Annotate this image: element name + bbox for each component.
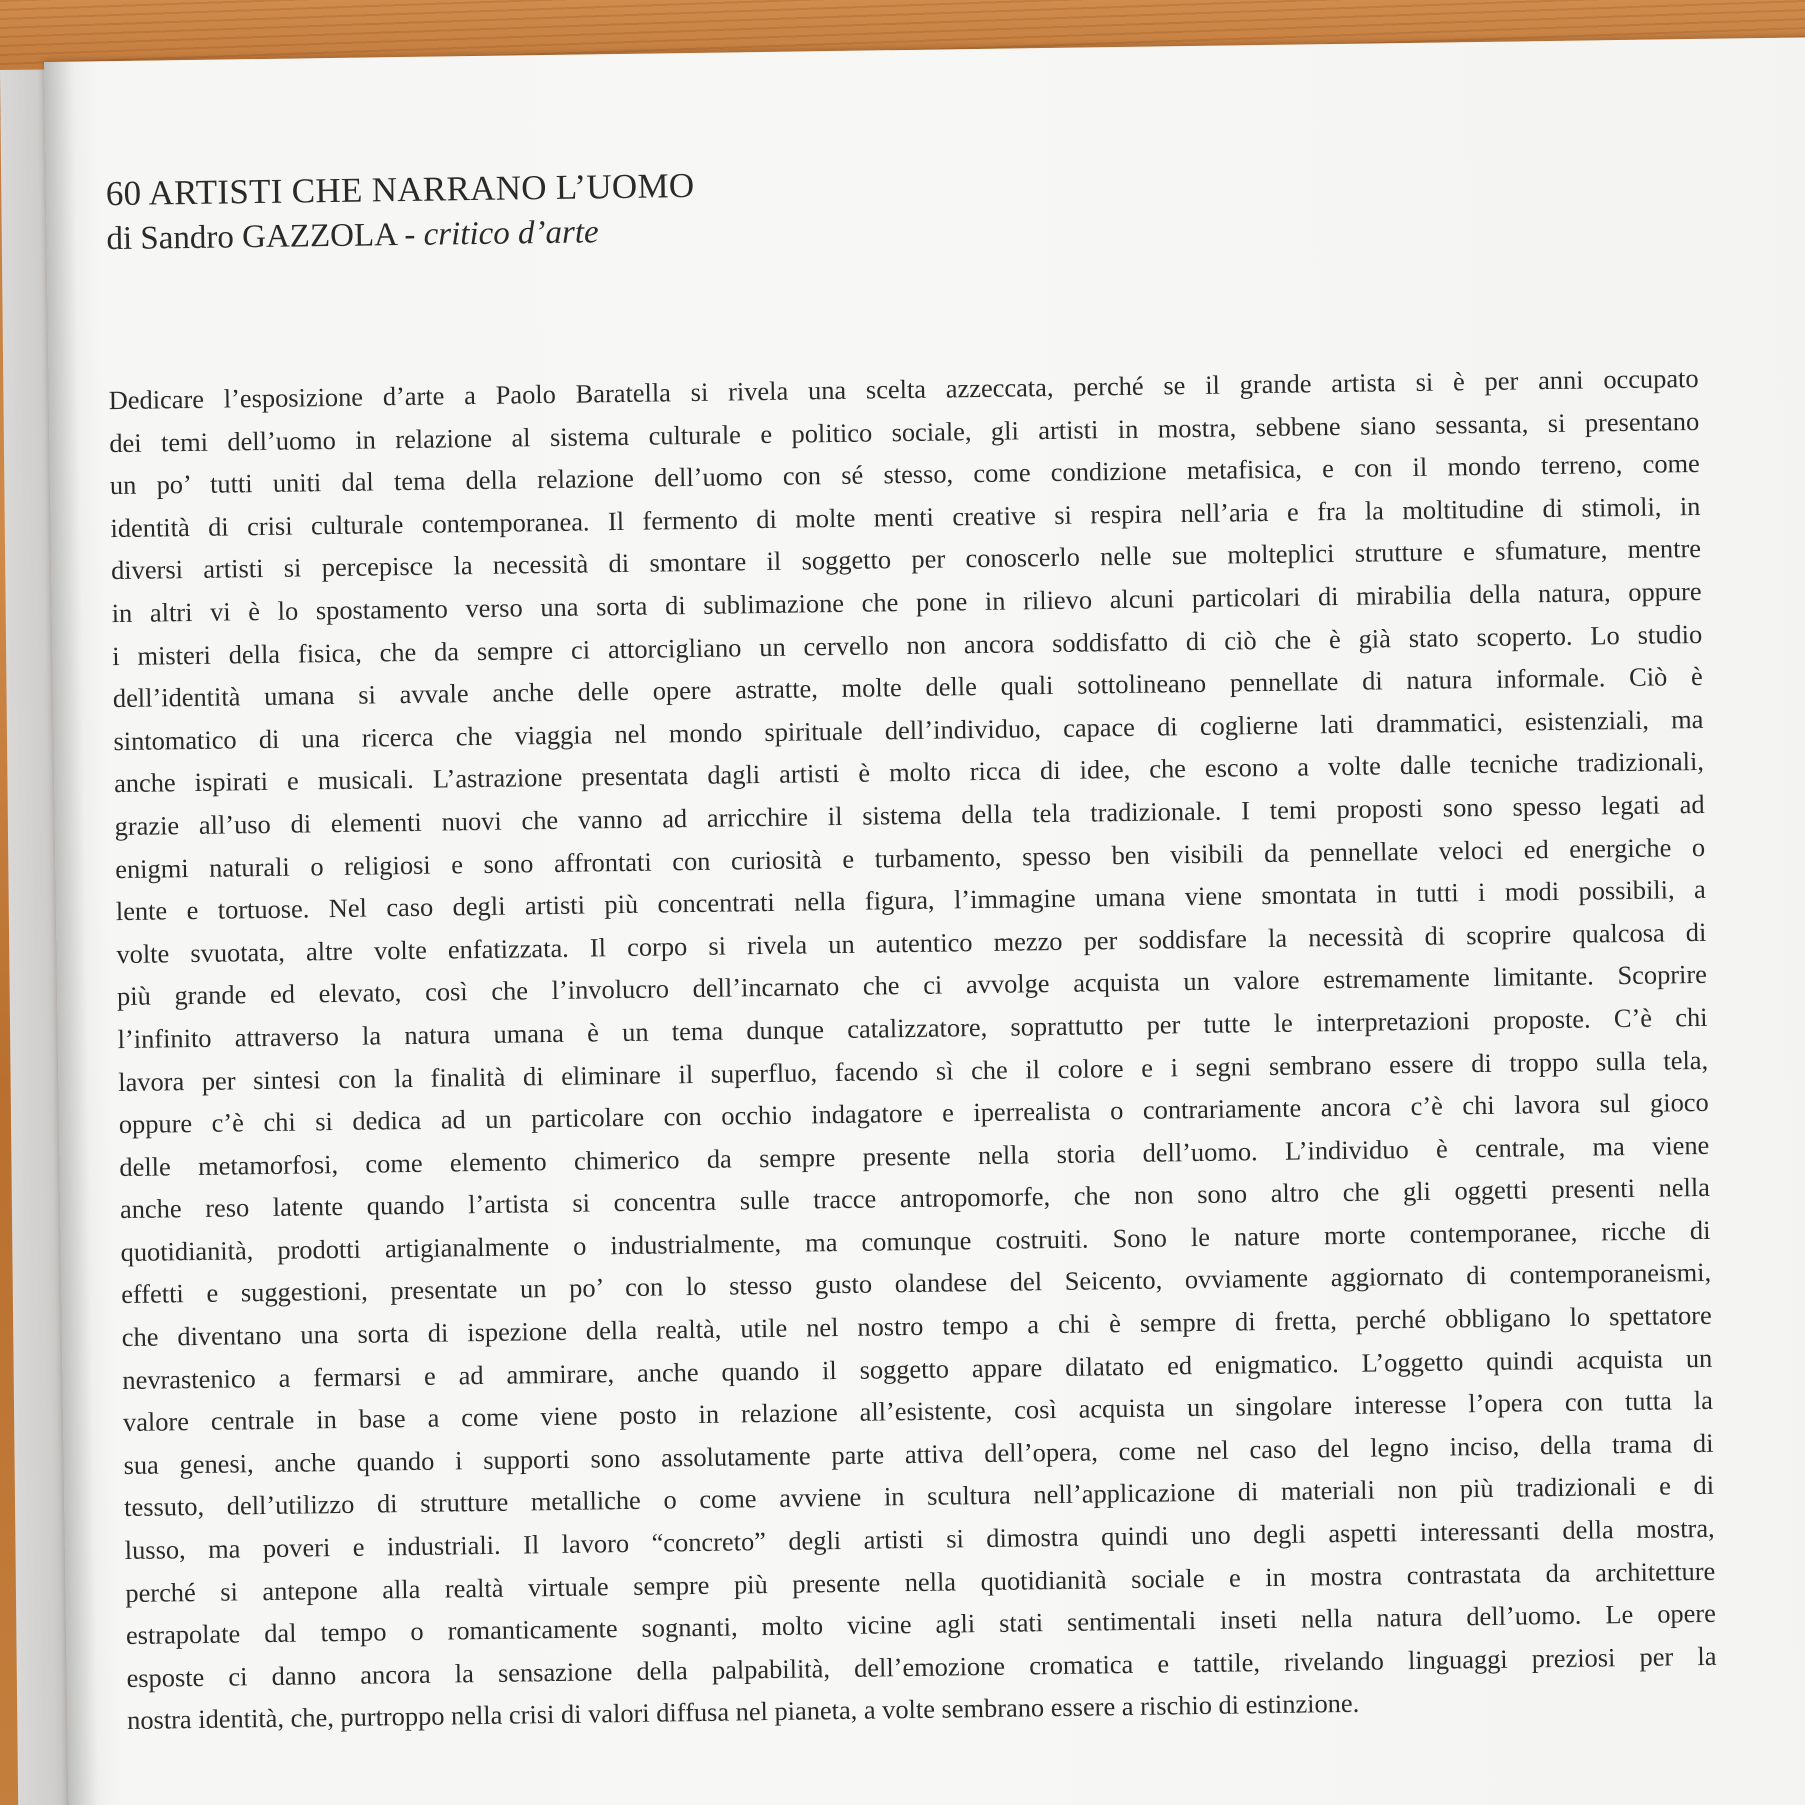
body-line: grazie all’uso di elementi nuovi che vanno ad arricchire il sistema della tela tradizionale. I temi proposti sono spesso legati ad (114, 788, 1705, 842)
article-body (108, 357, 1717, 1742)
body-line: diversi artisti si percepisce la necessità di smontare il soggetto per conoscerlo nelle sue molteplici strutture e sfumature, mentre (110, 533, 1702, 586)
body-line: sintomatico di una ricerca che viaggia nel mondo spirituale dell’individuo, capace di coglierne lati drammatici, esistenziali, ma (113, 703, 1704, 756)
body-line: lente e tortuose. Nel caso degli artisti più concentrati nella figura, l’immagine umana viene smontata in tutti i modi possibili, a (115, 874, 1706, 927)
body-line: dei temi dell’uomo in relazione al sistema culturale e politico sociale, gli artisti in mostra, sebbene siano sessanta, si presentano (109, 405, 1700, 458)
body-line: oppure c’è chi si dedica ad un particolare con occhio indagatore e iperrealista o contrariamente ancora c’è chi lavora sul gioco (118, 1086, 1709, 1140)
body-line: lavora per sintesi con la finalità di eliminare il superfluo, facendo sì che il colore e i segni sembrano essere di troppo sulla tela, (118, 1044, 1709, 1097)
body-line: perché si antepone alla realtà virtuale sempre più presente nella quotidianità sociale e in mostra contrastata da architetture (125, 1555, 1716, 1608)
book-page (44, 37, 1805, 1805)
body-line: delle metamorfosi, come elemento chimerico da sempre presente nella storia dell’uomo. L’individuo è centrale, ma viene (119, 1129, 1710, 1182)
body-line: in altri vi è lo spostamento verso una sorta di sublimazione che pone in rilievo alcuni particolari di mirabilia della natura, oppure (111, 575, 1702, 629)
body-line: nevrastenico a fermarsi e ad ammirare, anche quando il soggetto appare dilatato ed enigmatico. L’oggetto quindi acquista un (122, 1342, 1713, 1395)
body-line: esposte ci danno ancora la sensazione della palpabilità, dell’emozione cromatica e tattile, rivelando linguaggi preziosi per la (126, 1640, 1717, 1693)
body-line: lusso, ma poveri e industriali. Il lavoro “concreto” degli artisti si dimostra quindi uno degli aspetti interessanti della mostra, (124, 1512, 1715, 1566)
body-line: sua genesi, anche quando i supporti sono assolutamente parte attiva dell’opera, come nel caso del legno inciso, della trama di (123, 1427, 1714, 1480)
body-line: Dedicare l’esposizione d’arte a Paolo Baratella si rivela una scelta azzeccata, perché se il grande artista si è per anni occupato (108, 362, 1699, 416)
body-line: più grande ed elevato, così che l’involucro dell’incarnato che ci avvolge acquista un valore estremamente limitante. Scoprire (116, 959, 1708, 1012)
body-line: volte svuotata, altre volte enfatizzata. Il corpo si rivela un autentico mezzo per soddisfare la necessità di scoprire qualcosa di (116, 916, 1707, 969)
body-line: che diventano una sorta di ispezione della realtà, utile nel nostro tempo a chi è sempre di fretta, perché obbligano lo spettatore (121, 1299, 1712, 1353)
body-line: anche reso latente quando l’artista si concentra sulle tracce antropomorfe, che non sono altro che gli oggetti presenti nella (119, 1172, 1711, 1225)
body-line: quotidianità, prodotti artigianalmente o industrialmente, ma comunque costruiti. Sono le nature morte contemporanee, ricche di (120, 1214, 1711, 1267)
byline-role: critico d’arte (423, 214, 599, 253)
body-line: enigmi naturali o religiosi e sono affrontati con curiosità e turbamento, spesso ben visibili da pennellate veloci ed energiche o (115, 831, 1706, 884)
body-line: un po’ tutti uniti dal tema della relazione dell’uomo con sé stesso, come condizione metafisica, e con il mondo terreno, come (109, 448, 1700, 501)
byline-separator: - (395, 216, 424, 254)
body-line: estrapolate dal tempo o romanticamente sognanti, molto vicine agli stati sentimentali inseti nella natura dell’uomo. Le opere (125, 1598, 1717, 1651)
body-line: effetti e suggestioni, presentate un po’ con lo stesso gusto olandese del Seicento, ovviamente aggiornato di contemporaneismi, (121, 1257, 1712, 1310)
article-title: 60 ARTISTI CHE NARRANO L’UOMO (105, 165, 695, 214)
body-line: l’infinito attraverso la natura umana è un tema dunque catalizzatore, soprattutto per tutte le interpretazioni proposte. C’è chi (117, 1001, 1708, 1054)
byline-prefix: di Sandro (106, 219, 243, 258)
body-line: dell’identità umana si avvale anche delle opere astratte, molte delle quali sottolineano pennellate di natura informale. Ciò è (112, 661, 1703, 714)
body-line: tessuto, dell’utilizzo di strutture metalliche o come avviene in scultura nell’applicazione di materiali non più tradizionali e di (123, 1470, 1715, 1523)
body-line: i misteri della fisica, che da sempre ci attorcigliano un cervello non ancora soddisfatto di ciò che è già stato scoperto. Lo studio (112, 618, 1703, 671)
byline-author: GAZZOLA (241, 217, 397, 256)
body-line: valore centrale in base a come viene posto in relazione all’esistente, così acquista un singolare interesse l’opera con tutta la (122, 1385, 1714, 1438)
body-line: nostra identità, che, purtroppo nella crisi di valori diffusa nel pianeta, a volte sembrano essere a rischio di estinzione. (126, 1688, 1360, 1736)
body-line: anche ispirati e musicali. L’astrazione presentata dagli artisti è molto ricca di idee, che escono a volte dalle tecniche tradizionali, (113, 746, 1705, 799)
article (106, 149, 1718, 1742)
body-line: identità di crisi culturale contemporanea. Il fermento di molte menti creative si respira nell’aria e fra la moltitudine di stimoli, in (110, 490, 1701, 543)
